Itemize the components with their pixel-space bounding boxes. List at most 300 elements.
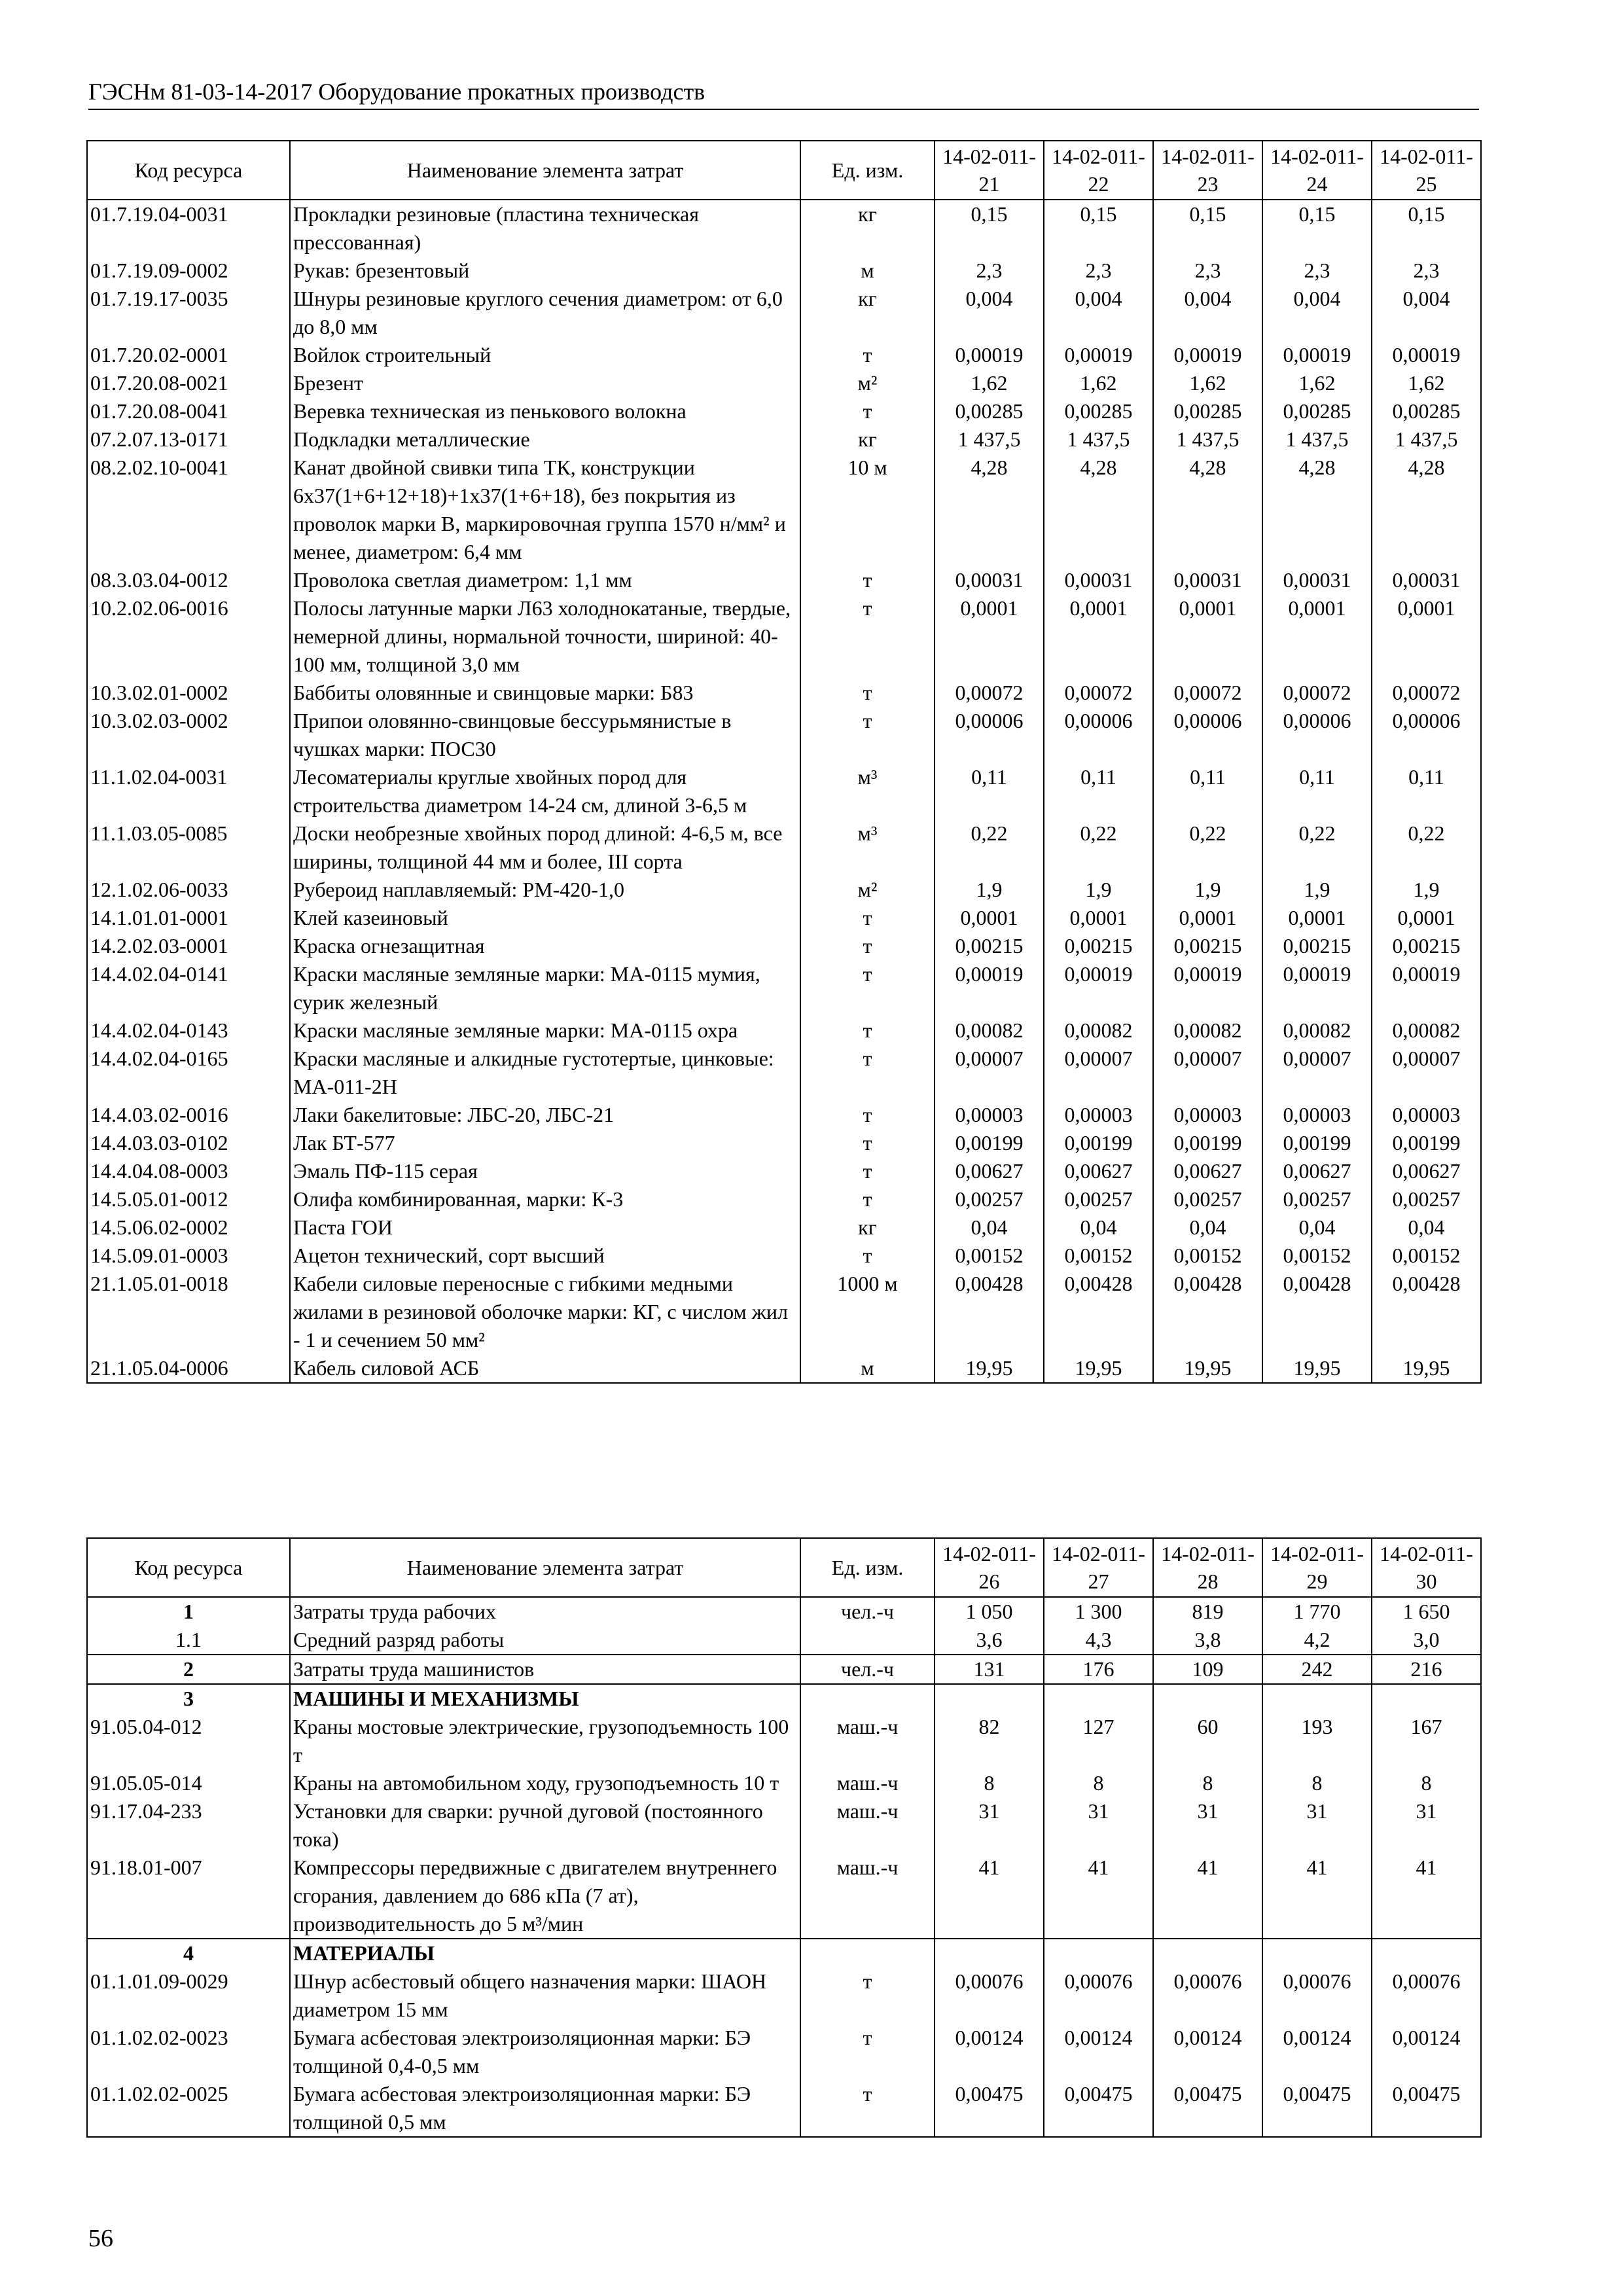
table-row [87,960,1481,1016]
resource-value: 0,00215 [935,932,1044,960]
resource-value: 3,6 [935,1626,1044,1655]
resource-name: Краски масляные земляные марки: МА-0115 охра [290,1016,800,1045]
header-code: Код ресурса [87,141,290,200]
resource-name: Бумага асбестовая электроизоляционная марки: БЭ толщиной 0,4-0,5 мм [290,2024,800,2080]
resource-value: 0,04 [935,1213,1044,1242]
resource-code: 01.7.19.04-0031 [87,200,290,257]
resource-unit: т [800,679,935,707]
header-col: 14-02-011-28 [1153,1538,1262,1597]
resource-value: 0,00007 [1153,1045,1262,1101]
resource-code: 3 [87,1684,290,1713]
page-number: 56 [88,2225,113,2252]
resource-code: 08.3.03.04-0012 [87,566,290,594]
resource-value: 0,00076 [935,1967,1044,2024]
resource-unit: т [800,960,935,1016]
resource-value: 0,22 [1044,819,1153,876]
header-col: 14-02-011-26 [935,1538,1044,1597]
resource-value: 0,00215 [1044,932,1153,960]
resource-value: 0,00257 [935,1185,1044,1213]
resource-unit: 1000 м [800,1270,935,1354]
resource-value: 0,00082 [1372,1016,1481,1045]
table-row [87,1713,1481,1769]
resource-value: 0,00152 [935,1242,1044,1270]
running-header: ГЭСНм 81-03-14-2017 Оборудование прокатных производств [88,79,705,105]
resource-value: 0,22 [935,819,1044,876]
resource-unit: т [800,1242,935,1270]
resource-unit: м³ [800,819,935,876]
resource-name: Паста ГОИ [290,1213,800,1242]
resource-unit: т [800,2080,935,2137]
resource-value: 0,00072 [1262,679,1372,707]
resource-name: Баббиты оловянные и свинцовые марки: Б83 [290,679,800,707]
table-row [87,397,1481,425]
header-name: Наименование элемента затрат [290,1538,800,1597]
resource-name: Канат двойной свивки типа ТК, конструкции 6х37(1+6+12+18)+1х37(1+6+18), без покрытия из проволок марки В, маркировочная группа 1570 н/мм² и менее, диаметром: 6,4 мм [290,454,800,566]
resource-unit: кг [800,200,935,257]
resource-value: 0,00019 [1262,341,1372,369]
resource-code: 1.1 [87,1626,290,1655]
resource-unit: 10 м [800,454,935,566]
resource-value: 0,00124 [1153,2024,1262,2080]
resource-value: 0,15 [1262,200,1372,257]
resource-value: 0,00475 [1372,2080,1481,2137]
header-code: Код ресурса [87,1538,290,1597]
resource-value: 0,00152 [1372,1242,1481,1270]
resource-name: Полосы латунные марки Л63 холоднокатаные, твердые, немерной длины, нормальной точности, шириной: 40-100 мм, толщиной 3,0 мм [290,594,800,679]
table-header-row [87,1538,1481,1597]
resource-value: 1,9 [935,876,1044,904]
resource-name: Краска огнезащитная [290,932,800,960]
table-row [87,1354,1481,1383]
resource-code: 01.1.01.09-0029 [87,1967,290,2024]
resource-value: 167 [1372,1713,1481,1769]
resource-value: 31 [1372,1797,1481,1854]
resource-value: 0,00003 [1153,1101,1262,1129]
resource-value: 0,00428 [935,1270,1044,1354]
resource-code: 07.2.07.13-0171 [87,425,290,454]
resource-name: Бумага асбестовая электроизоляционная марки: БЭ толщиной 0,5 мм [290,2080,800,2137]
resource-value [1044,1684,1153,1713]
resource-unit: т [800,707,935,763]
table-row [87,1157,1481,1185]
resource-name: Кабель силовой АСБ [290,1354,800,1383]
resource-value: 0,00031 [1372,566,1481,594]
table-row [87,200,1481,257]
resource-value: 19,95 [1153,1354,1262,1383]
resource-value: 1 437,5 [1153,425,1262,454]
resource-value: 0,22 [1153,819,1262,876]
resource-code: 91.05.04-012 [87,1713,290,1769]
resource-value: 1,62 [1262,369,1372,397]
resource-value: 0,004 [935,285,1044,341]
resource-value: 0,0001 [935,904,1044,932]
header-col: 14-02-011-23 [1153,141,1262,200]
resource-value: 31 [1044,1797,1153,1854]
resource-value [1372,1939,1481,1967]
resource-value: 0,00006 [1153,707,1262,763]
resource-name: Эмаль ПФ-115 серая [290,1157,800,1185]
resource-value: 0,0001 [935,594,1044,679]
resource-unit: т [800,341,935,369]
header-col: 14-02-011-24 [1262,141,1372,200]
resource-value: 0,00428 [1153,1270,1262,1354]
resource-table-1 [86,140,1482,1384]
resource-value [1153,1939,1262,1967]
resource-value: 0,00003 [1372,1101,1481,1129]
resource-name: Краны на автомобильном ходу, грузоподъемность 10 т [290,1769,800,1797]
table-row [87,1270,1481,1354]
resource-unit: маш.-ч [800,1797,935,1854]
resource-value: 0,00199 [935,1129,1044,1157]
resource-value: 0,00019 [1372,341,1481,369]
resource-value: 0,11 [1262,763,1372,819]
resource-name: Прокладки резиновые (пластина техническая прессованная) [290,200,800,257]
resource-value: 1,9 [1044,876,1153,904]
resource-value: 0,11 [1153,763,1262,819]
resource-value: 0,11 [935,763,1044,819]
resource-value: 0,00285 [1153,397,1262,425]
resource-value: 0,00152 [1153,1242,1262,1270]
resource-name: Кабели силовые переносные с гибкими медными жилами в резиновой оболочке марки: КГ, с числом жил - 1 и сечением 50 мм² [290,1270,800,1354]
resource-value: 1,9 [1153,876,1262,904]
resource-unit: т [800,2024,935,2080]
header-col: 14-02-011-29 [1262,1538,1372,1597]
resource-value: 0,00215 [1372,932,1481,960]
resource-value: 242 [1262,1655,1372,1684]
resource-value: 0,00428 [1044,1270,1153,1354]
resource-code: 14.4.02.04-0141 [87,960,290,1016]
resource-unit: м [800,1354,935,1383]
resource-code: 01.7.19.17-0035 [87,285,290,341]
resource-value: 1,62 [1153,369,1262,397]
resource-value: 1 770 [1262,1597,1372,1626]
table-row [87,1045,1481,1101]
resource-unit: т [800,1129,935,1157]
resource-value: 8 [1044,1769,1153,1797]
resource-value: 0,00475 [1262,2080,1372,2137]
resource-value: 0,00076 [1372,1967,1481,2024]
resource-name: Доски необрезные хвойных пород длиной: 4-6,5 м, все ширины, толщиной 44 мм и более, III сорта [290,819,800,876]
resource-value: 0,0001 [1044,594,1153,679]
resource-value: 0,0001 [1044,904,1153,932]
resource-value: 0,00003 [1262,1101,1372,1129]
resource-code: 2 [87,1655,290,1684]
resource-value: 0,00124 [1262,2024,1372,2080]
resource-value: 0,00257 [1044,1185,1153,1213]
resource-unit: м² [800,369,935,397]
resource-value: 0,00627 [1372,1157,1481,1185]
resource-value: 0,11 [1044,763,1153,819]
resource-value: 0,00019 [1153,960,1262,1016]
table-row [87,1129,1481,1157]
resource-value: 0,00006 [1262,707,1372,763]
header-unit: Ед. изм. [800,1538,935,1597]
resource-value: 0,00475 [1153,2080,1262,2137]
resource-name: Олифа комбинированная, марки: К-3 [290,1185,800,1213]
resource-code: 14.5.05.01-0012 [87,1185,290,1213]
header-col: 14-02-011-21 [935,141,1044,200]
resource-code: 91.05.05-014 [87,1769,290,1797]
resource-name: Краски масляные и алкидные густотертые, цинковые: МА-011-2Н [290,1045,800,1101]
resource-value: 1 050 [935,1597,1044,1626]
resource-value: 0,0001 [1372,904,1481,932]
resource-value: 41 [1372,1854,1481,1939]
resource-value: 31 [1262,1797,1372,1854]
header-col: 14-02-011-25 [1372,141,1481,200]
resource-unit: чел.-ч [800,1597,935,1626]
resource-value: 0,00007 [1262,1045,1372,1101]
resource-code: 01.1.02.02-0025 [87,2080,290,2137]
resource-value: 0,00031 [1153,566,1262,594]
resource-unit: т [800,1967,935,2024]
resource-value: 0,00006 [1044,707,1153,763]
resource-value: 0,00076 [1044,1967,1153,2024]
resource-value: 1 300 [1044,1597,1153,1626]
resource-value: 4,28 [1044,454,1153,566]
resource-value: 19,95 [1372,1354,1481,1383]
resource-value: 0,04 [1044,1213,1153,1242]
resource-name: Компрессоры передвижные с двигателем внутреннего сгорания, давлением до 686 кПа (7 ат), производительность до 5 м³/мин [290,1854,800,1939]
resource-name: Войлок строительный [290,341,800,369]
table-row [87,594,1481,679]
resource-code: 4 [87,1939,290,1967]
resource-value: 0,004 [1262,285,1372,341]
table-row [87,1597,1481,1626]
table-row [87,2080,1481,2137]
table-row [87,904,1481,932]
resource-value: 0,00257 [1372,1185,1481,1213]
resource-value: 0,00019 [1372,960,1481,1016]
resource-value: 819 [1153,1597,1262,1626]
resource-value: 0,15 [1044,200,1153,257]
resource-unit: т [800,1157,935,1185]
table-row [87,454,1481,566]
resource-value: 0,00007 [935,1045,1044,1101]
resource-value: 82 [935,1713,1044,1769]
table-row [87,1185,1481,1213]
resource-value: 0,0001 [1262,594,1372,679]
resource-value: 0,004 [1044,285,1153,341]
resource-code: 10.3.02.01-0002 [87,679,290,707]
resource-code: 14.5.09.01-0003 [87,1242,290,1270]
table-row [87,1016,1481,1045]
resource-value [1153,1684,1262,1713]
resource-name: Средний разряд работы [290,1626,800,1655]
table-row [87,932,1481,960]
resource-value: 0,00019 [1044,341,1153,369]
resource-name: Проволока светлая диаметром: 1,1 мм [290,566,800,594]
resource-value: 0,00072 [935,679,1044,707]
resource-code: 08.2.02.10-0041 [87,454,290,566]
resource-value [935,1939,1044,1967]
resource-value: 0,0001 [1372,594,1481,679]
resource-value: 0,00285 [1262,397,1372,425]
resource-value: 0,00019 [1044,960,1153,1016]
resource-value: 0,22 [1372,819,1481,876]
resource-code: 1 [87,1597,290,1626]
resource-name: Веревка техническая из пенькового волокна [290,397,800,425]
resource-code: 91.17.04-233 [87,1797,290,1854]
resource-unit: т [800,566,935,594]
resource-name: Затраты труда машинистов [290,1655,800,1684]
resource-value: 0,00072 [1153,679,1262,707]
table-row [87,2024,1481,2080]
resource-value: 4,3 [1044,1626,1153,1655]
resource-value: 0,004 [1372,285,1481,341]
resource-value: 60 [1153,1713,1262,1769]
table-row [87,876,1481,904]
resource-value: 0,00007 [1044,1045,1153,1101]
resource-code: 11.1.02.04-0031 [87,763,290,819]
header-col: 14-02-011-27 [1044,1538,1153,1597]
header-rule [88,109,1479,110]
resource-code: 12.1.02.06-0033 [87,876,290,904]
resource-value: 4,28 [1372,454,1481,566]
resource-value: 0,00428 [1262,1270,1372,1354]
resource-code: 91.18.01-007 [87,1854,290,1939]
resource-code: 21.1.05.01-0018 [87,1270,290,1354]
resource-name: Рубероид наплавляемый: РМ-420-1,0 [290,876,800,904]
resource-value: 0,22 [1262,819,1372,876]
resource-value: 2,3 [1153,257,1262,285]
resource-unit: м² [800,876,935,904]
resource-value: 216 [1372,1655,1481,1684]
resource-value: 0,00082 [1262,1016,1372,1045]
resource-code: 10.3.02.03-0002 [87,707,290,763]
table-header-row [87,141,1481,200]
resource-value: 0,00019 [1153,341,1262,369]
resource-value: 1 650 [1372,1597,1481,1626]
resource-unit: маш.-ч [800,1769,935,1797]
resource-value: 41 [1153,1854,1262,1939]
resource-value: 1 437,5 [1044,425,1153,454]
resource-value: 0,00215 [1153,932,1262,960]
resource-name: Припои оловянно-свинцовые бессурьмянистые в чушках марки: ПОС30 [290,707,800,763]
resource-value: 1 437,5 [1372,425,1481,454]
resource-value: 109 [1153,1655,1262,1684]
resource-value: 0,00257 [1153,1185,1262,1213]
table-row [87,566,1481,594]
resource-unit: т [800,904,935,932]
resource-name: Лесоматериалы круглые хвойных пород для строительства диаметром 14-24 см, длиной 3-6,5 м [290,763,800,819]
resource-value: 0,00627 [935,1157,1044,1185]
resource-value: 0,00257 [1262,1185,1372,1213]
resource-code: 01.1.02.02-0023 [87,2024,290,2080]
resource-code: 01.7.19.09-0002 [87,257,290,285]
resource-value: 3,8 [1153,1626,1262,1655]
resource-value: 0,00031 [1262,566,1372,594]
resource-code: 14.1.01.01-0001 [87,904,290,932]
resource-value: 0,00076 [1262,1967,1372,2024]
resource-unit: кг [800,425,935,454]
resource-value: 0,00199 [1044,1129,1153,1157]
resource-value: 8 [1262,1769,1372,1797]
table-row [87,1213,1481,1242]
resource-unit: т [800,594,935,679]
resource-unit: т [800,932,935,960]
resource-value [1372,1684,1481,1713]
resource-code: 11.1.03.05-0085 [87,819,290,876]
resource-value: 0,00031 [935,566,1044,594]
resource-name: Установки для сварки: ручной дуговой (постоянного тока) [290,1797,800,1854]
table-row [87,679,1481,707]
table-row [87,1854,1481,1939]
resource-value: 0,11 [1372,763,1481,819]
resource-name: Краны мостовые электрические, грузоподъемность 100 т [290,1713,800,1769]
resource-value: 0,04 [1153,1213,1262,1242]
table-row [87,257,1481,285]
resource-value: 0,00124 [1044,2024,1153,2080]
table-row [87,1684,1481,1713]
resource-unit: т [800,1016,935,1045]
resource-unit: т [800,1185,935,1213]
resource-value: 8 [1372,1769,1481,1797]
resource-unit [800,1684,935,1713]
resource-value: 0,00199 [1262,1129,1372,1157]
resource-value: 0,00627 [1044,1157,1153,1185]
resource-value: 31 [935,1797,1044,1854]
resource-value: 19,95 [1262,1354,1372,1383]
table-row [87,1939,1481,1967]
resource-value: 127 [1044,1713,1153,1769]
resource-value: 2,3 [1044,257,1153,285]
header-name: Наименование элемента затрат [290,141,800,200]
resource-name: Клей казеиновый [290,904,800,932]
resource-value: 1,9 [1262,876,1372,904]
resource-value: 1,62 [1044,369,1153,397]
resource-code: 10.2.02.06-0016 [87,594,290,679]
resource-value: 41 [1044,1854,1153,1939]
resource-value [1044,1939,1153,1967]
resource-value: 0,00215 [1262,932,1372,960]
resource-value: 4,2 [1262,1626,1372,1655]
resource-value: 193 [1262,1713,1372,1769]
resource-value: 0,00082 [1044,1016,1153,1045]
resource-value: 0,00627 [1153,1157,1262,1185]
resource-unit: маш.-ч [800,1854,935,1939]
resource-name: Шнур асбестовый общего назначения марки: ШАОН диаметром 15 мм [290,1967,800,2024]
resource-name: Краски масляные земляные марки: МА-0115 мумия, сурик железный [290,960,800,1016]
resource-value: 0,00152 [1044,1242,1153,1270]
resource-value: 0,00475 [1044,2080,1153,2137]
resource-value: 2,3 [1262,257,1372,285]
resource-unit [800,1626,935,1655]
resource-value: 0,00003 [1044,1101,1153,1129]
resource-value: 0,004 [1153,285,1262,341]
table-row [87,1797,1481,1854]
resource-code: 14.4.02.04-0143 [87,1016,290,1045]
resource-value: 0,00285 [1372,397,1481,425]
resource-value: 0,00199 [1153,1129,1262,1157]
resource-value: 0,04 [1262,1213,1372,1242]
resource-value: 0,00627 [1262,1157,1372,1185]
table-row [87,707,1481,763]
resource-value: 0,15 [935,200,1044,257]
resource-code: 14.4.04.08-0003 [87,1157,290,1185]
resource-value: 0,00285 [1044,397,1153,425]
resource-value: 19,95 [1044,1354,1153,1383]
resource-value: 0,00072 [1372,679,1481,707]
resource-table-2 [86,1537,1482,2138]
resource-unit: кг [800,285,935,341]
table-row [87,1626,1481,1655]
table-row [87,1967,1481,2024]
resource-name: Затраты труда рабочих [290,1597,800,1626]
resource-unit: чел.-ч [800,1655,935,1684]
resource-value: 4,28 [1153,454,1262,566]
resource-name: Подкладки металлические [290,425,800,454]
resource-unit: т [800,397,935,425]
